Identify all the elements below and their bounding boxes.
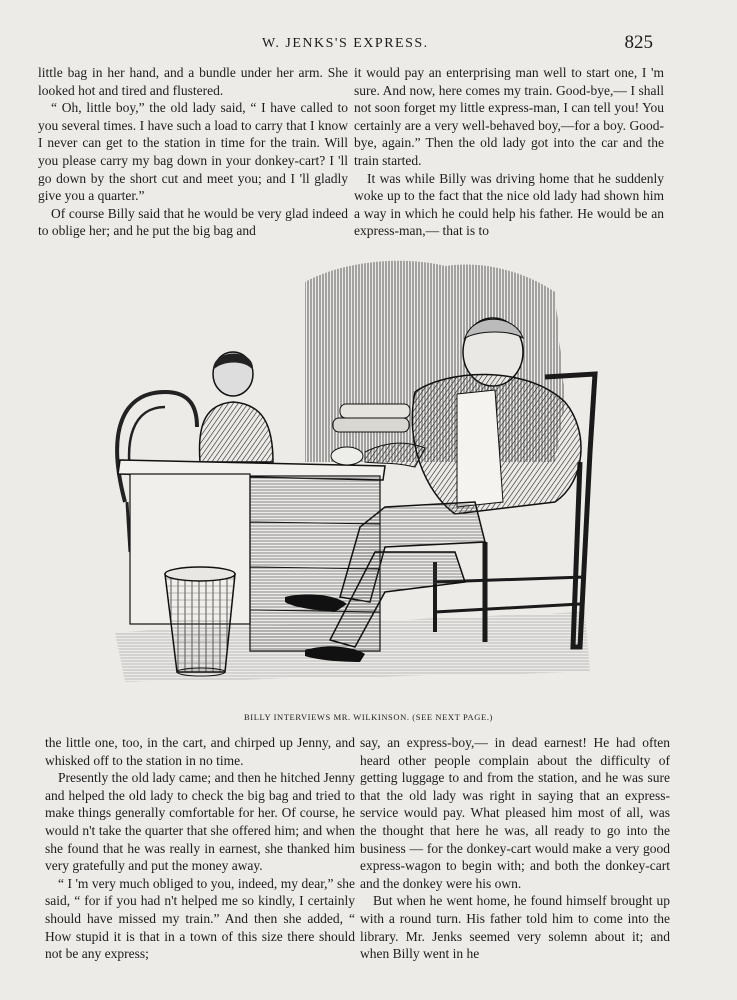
paragraph: the little one, too, in the cart, and chirped up Jenny, and whisked off to the station in no time. (45, 735, 355, 768)
column-bottom-left (45, 734, 355, 963)
column-top-right (354, 64, 664, 240)
page-header (0, 34, 737, 58)
paragraph: little bag in her hand, and a bundle under her arm. She looked hot and tired and flustered. (38, 65, 348, 98)
paragraph: It was while Billy was driving home that he suddenly woke up to the fact that the nice old lady had shown him a way in which he could help his father. He would be an express-man,— that is to (354, 170, 664, 239)
running-head: W. JENKS'S EXPRESS. (262, 36, 429, 51)
figure-caption: BILLY INTERVIEWS MR. WILKINSON. (SEE NEXT PAGE.) (244, 712, 493, 722)
paragraph: Presently the old lady came; and then he hitched Jenny and helped the old lady to check the big bag and tried to make things generally comfortable for her. Of course, he would n't take the quarter that she offered him; and when she found that he was really in earnest, she thanked him very gratefully and put the money away. (45, 770, 355, 874)
column-bottom-right (360, 734, 670, 963)
page-number: 825 (624, 32, 653, 53)
paragraph: “ Oh, little boy,” the old lady said, “ I have called to you several times. I have such a load to carry that I know I never can get to the station in time for the train. Will you please carry my bag down in your donkey-cart? I 'll go down by the short cut and meet you; and I 'll gladly give you a quarter.” (38, 100, 348, 204)
column-top-left (38, 64, 348, 240)
paragraph: say, an express-boy,— in dead earnest! He had often heard other people complain about the difficulty of getting luggage to and from the station, and he was sure that the old lady was right in saying that an express-service would pay. What pleased him most of all, was the thought that here he was, all ready to go into the business — for the donkey-cart would make a very good express-wagon to begin with; and both the donkey-cart and the donkey were his own. (360, 735, 670, 891)
paragraph: Of course Billy said that he would be very glad indeed to oblige her; and he put the big bag and (38, 205, 348, 239)
paragraph: But when he went home, he found himself brought up with a round turn. His father told him to come into the library. Mr. Jenks seemed very solemn about it; and when Billy went in he (360, 893, 670, 962)
paragraph: “ I 'm very much obliged to you, indeed, my dear,” she said, “ for if you had n't helped me so kindly, I certainly should have missed my train.” And then she added, “ How stupid it is that in a town of this size there should not be any express; (45, 875, 355, 962)
illustration-engraving (85, 252, 605, 704)
paragraph: it would pay an enterprising man well to start one, I 'm sure. And now, here comes my train. Good-bye,— I shall not soon forget my little express-man, I can tell you! You certainly are a very well-behaved boy,—for a boy. Good-bye, again.” Then the old lady got into the car and the train started. (354, 65, 664, 168)
